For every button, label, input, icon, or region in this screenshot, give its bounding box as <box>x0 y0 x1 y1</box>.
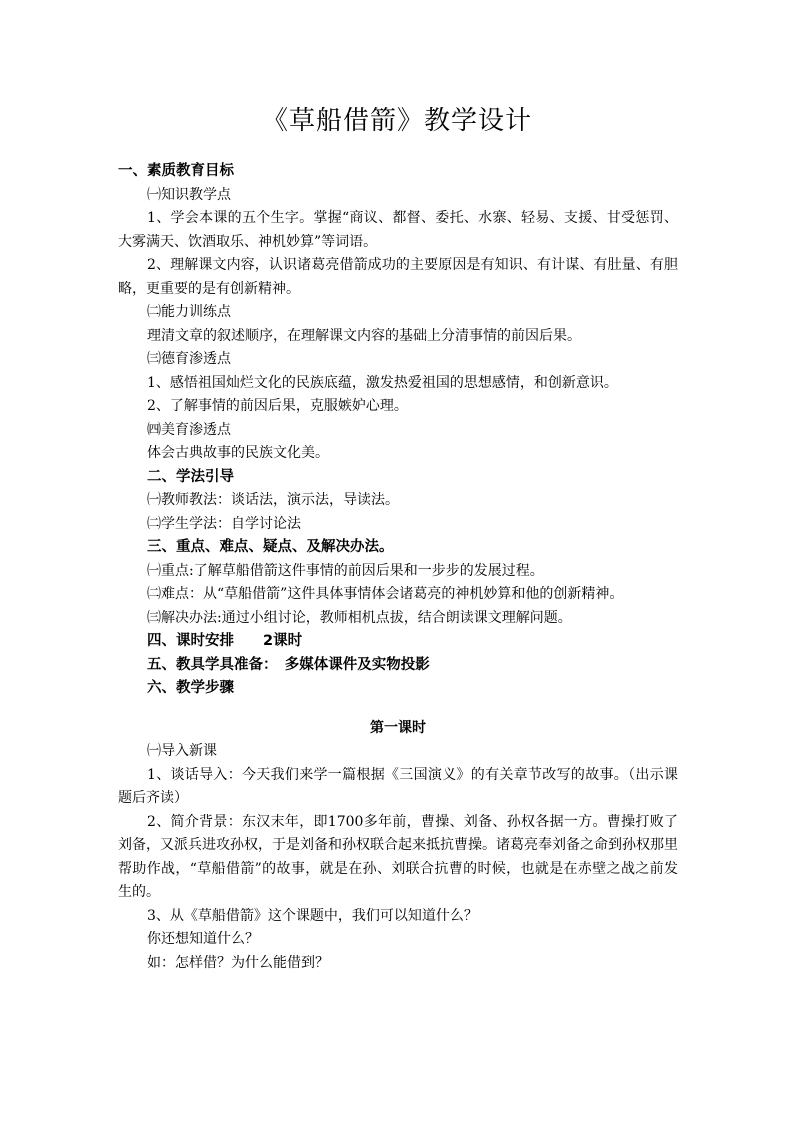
paragraph: ㈠教师教法：谈话法，演示法，导读法。 <box>147 492 399 508</box>
paragraph: 你还想知道什么？ <box>147 931 259 947</box>
section-heading: 一、素质教育目标 <box>118 163 234 179</box>
paragraph: ㈣美育渗透点 <box>147 421 231 438</box>
paragraph: ㈢德育渗透点 <box>147 351 231 367</box>
paragraph: ㈢解决办法:通过小组讨论，教师相机点拔，结合朗读课文理解问题。 <box>147 609 572 626</box>
section-heading: 四、课时安排 2课时 <box>147 633 303 649</box>
section-heading: 三、重点、难点、疑点、及解决办法。 <box>147 539 394 555</box>
section-heading: 二、学法引导 <box>147 468 234 485</box>
paragraph: ㈠知识教学点 <box>147 186 231 203</box>
paragraph: 1、谈话导入：今天我们来学一篇根据《三国演义》的有关章节改写的故事。（出示课题后齐读） <box>118 766 678 806</box>
paragraph: 2、理解课文内容，认识诸葛亮借箭成功的主要原因是有知识、有计谋、有肚量、有胆略，更重要的是有创新精神。 <box>118 257 678 297</box>
paragraph: 理清文章的叙述顺序，在理解课文内容的基础上分清事情的前因后果。 <box>147 327 581 344</box>
paragraph: 2、了解事情的前因后果，克服嫉妒心理。 <box>147 398 408 414</box>
section-heading: 六、教学步骤 <box>147 680 234 696</box>
paragraph: ㈡学生学法：自学讨论法 <box>147 515 301 532</box>
paragraph: ㈠重点:了解草船借箭这件事情的前因后果和一步步的发展过程。 <box>147 562 544 579</box>
section-heading: 五、教具学具准备： 多媒体课件及实物投影 <box>147 656 430 673</box>
document-body <box>118 160 678 975</box>
paragraph: 1、学会本课的五个生字。掌握“商议、都督、委托、水寨、轻易、支援、甘受惩罚、大雾满天、饮酒取乐、神机妙算”等词语。 <box>118 210 678 250</box>
paragraph: 2、简介背景：东汉末年，即1700多年前，曹操、刘备、孙权各据一方。曹操打败了刘备，又派兵进攻孙权，于是刘备和孙权联合起来抵抗曹操。诸葛亮奉刘备之命到孙权那里帮助作战，“草船借箭”的故事，就是在孙、刘联合抗曹的时候，也就是在赤壁之战之前发生的。 <box>118 813 678 900</box>
paragraph: 体会古典故事的民族文化美。 <box>147 445 329 461</box>
document-title: 《草船借箭》教学设计 <box>261 106 532 136</box>
paragraph: ㈡能力训练点 <box>147 304 231 320</box>
paragraph: 如：怎样借？为什么能借到？ <box>147 954 329 971</box>
spacer <box>118 701 678 717</box>
paragraph: ㈡难点：从“草船借箭”这件具体事情体会诸葛亮的神机妙算和他的创新精神。 <box>147 586 624 602</box>
paragraph: ㈠导入新课 <box>147 743 217 759</box>
paragraph: 1、感悟祖国灿烂文化的民族底蕴，激发热爱祖国的思想感情，和创新意识。 <box>147 374 618 391</box>
paragraph: 3、从《草船借箭》这个课题中，我们可以知道什么？ <box>147 907 478 924</box>
lesson-heading: 第一课时 <box>370 719 426 736</box>
